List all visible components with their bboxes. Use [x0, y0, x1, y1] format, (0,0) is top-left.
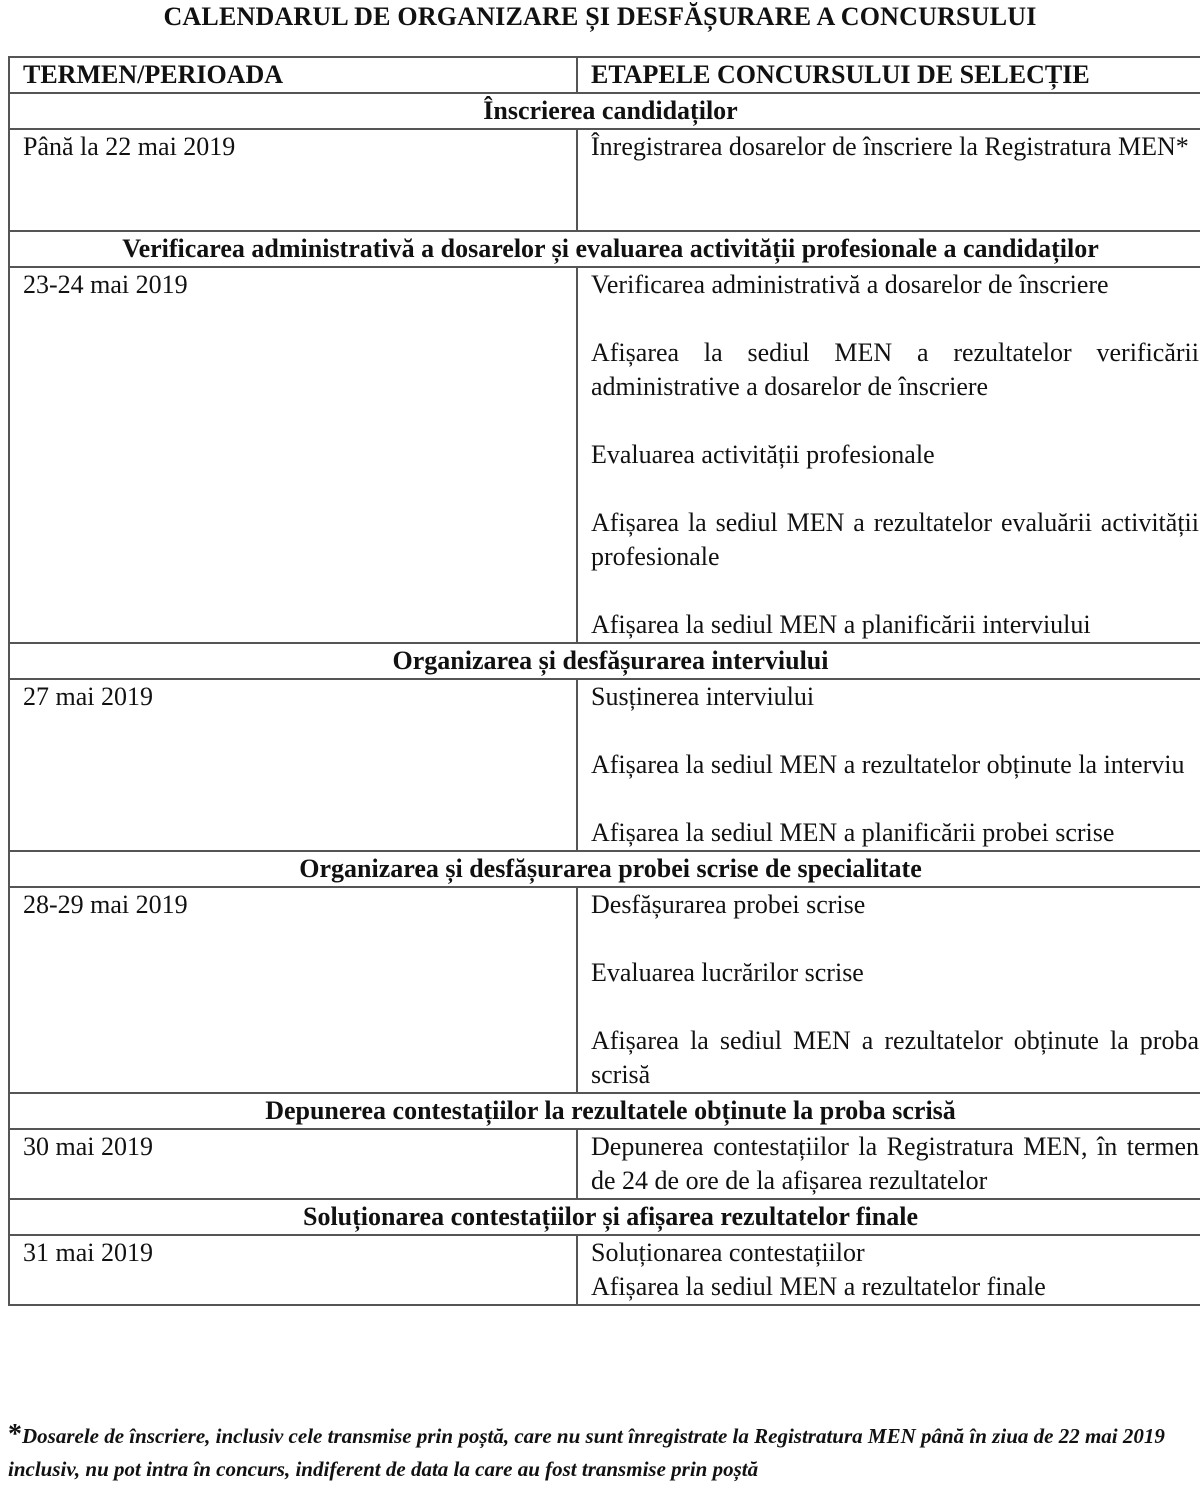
- stage-item: Afișarea la sediul MEN a rezultatelor obținute la proba scrisă: [591, 1026, 1199, 1089]
- section-title: Organizarea și desfășurarea probei scrise de specialitate: [9, 851, 1200, 887]
- stage-item: Înregistrarea dosarelor de înscriere la Registratura MEN*: [591, 132, 1189, 161]
- stage-item: Afișarea la sediul MEN a rezultatelor evaluării activității profesionale: [591, 508, 1199, 571]
- stages-cell: [577, 267, 1200, 643]
- footnote-text: Dosarele de înscriere, inclusiv cele transmise prin poștă, care nu sunt înregistrate la Registratura MEN până în ziua de 22 mai 2019 inclusiv, nu pot intra în concurs, indiferent de data la care au fost transmise prin poștă: [8, 1424, 1165, 1481]
- stage-item: Verificarea administrativă a dosarelor de înscriere: [591, 270, 1109, 299]
- stage-item: Afișarea la sediul MEN a planificării interviului: [591, 610, 1091, 639]
- section-title: Verificarea administrativă a dosarelor și evaluarea activității profesionale a candidaților: [9, 231, 1200, 267]
- stage-item: Susținerea interviului: [591, 682, 815, 711]
- term-cell: 28-29 mai 2019: [9, 887, 577, 1093]
- table-row: [9, 1235, 1200, 1305]
- footnote-asterisk: *: [8, 1419, 22, 1450]
- section-row: [9, 851, 1200, 887]
- stage-item: Soluționarea contestațiilor: [591, 1238, 865, 1267]
- term-cell: Până la 22 mai 2019: [9, 129, 577, 231]
- section-row: [9, 93, 1200, 129]
- stage-item: Afișarea la sediul MEN a rezultatelor verificării administrative a dosarelor de înscriere: [591, 338, 1199, 401]
- section-title: Înscrierea candidaților: [9, 93, 1200, 129]
- calendar-table: [8, 56, 1200, 1306]
- table-row: [9, 887, 1200, 1093]
- stage-item: Afișarea la sediul MEN a planificării probei scrise: [591, 818, 1115, 847]
- term-cell: 31 mai 2019: [9, 1235, 577, 1305]
- table-row: [9, 679, 1200, 851]
- section-row: [9, 1199, 1200, 1235]
- term-cell: 23-24 mai 2019: [9, 267, 577, 643]
- term-cell: 30 mai 2019: [9, 1129, 577, 1199]
- section-row: [9, 1093, 1200, 1129]
- stage-item: Afișarea la sediul MEN a rezultatelor finale: [591, 1272, 1046, 1301]
- stage-item: Desfășurarea probei scrise: [591, 890, 866, 919]
- table-row: [9, 129, 1200, 231]
- stages-cell: [577, 129, 1200, 231]
- section-title: Depunerea contestațiilor la rezultatele obținute la proba scrisă: [9, 1093, 1200, 1129]
- stage-item: Depunerea contestațiilor la Registratura MEN, în termen de 24 de ore de la afișarea rezultatelor: [591, 1132, 1199, 1195]
- stage-item: Afișarea la sediul MEN a rezultatelor obținute la interviu: [591, 750, 1185, 779]
- header-stages: ETAPELE CONCURSULUI DE SELECȚIE: [577, 57, 1200, 93]
- stage-item: Evaluarea activității profesionale: [591, 440, 935, 469]
- footnote: [8, 1418, 1198, 1486]
- section-row: [9, 643, 1200, 679]
- table-header-row: [9, 57, 1200, 93]
- stages-cell: [577, 887, 1200, 1093]
- term-cell: 27 mai 2019: [9, 679, 577, 851]
- stages-cell: [577, 1235, 1200, 1305]
- table-row: [9, 1129, 1200, 1199]
- stage-item: Evaluarea lucrărilor scrise: [591, 958, 864, 987]
- stages-cell: [577, 1129, 1200, 1199]
- section-title: Organizarea și desfășurarea interviului: [9, 643, 1200, 679]
- section-title: Soluționarea contestațiilor și afișarea rezultatelor finale: [9, 1199, 1200, 1235]
- section-row: [9, 231, 1200, 267]
- table-row: [9, 267, 1200, 643]
- header-term: TERMEN/PERIOADA: [9, 57, 577, 93]
- page-title: CALENDARUL DE ORGANIZARE ȘI DESFĂȘURARE A CONCURSULUI: [163, 2, 1037, 31]
- stages-cell: [577, 679, 1200, 851]
